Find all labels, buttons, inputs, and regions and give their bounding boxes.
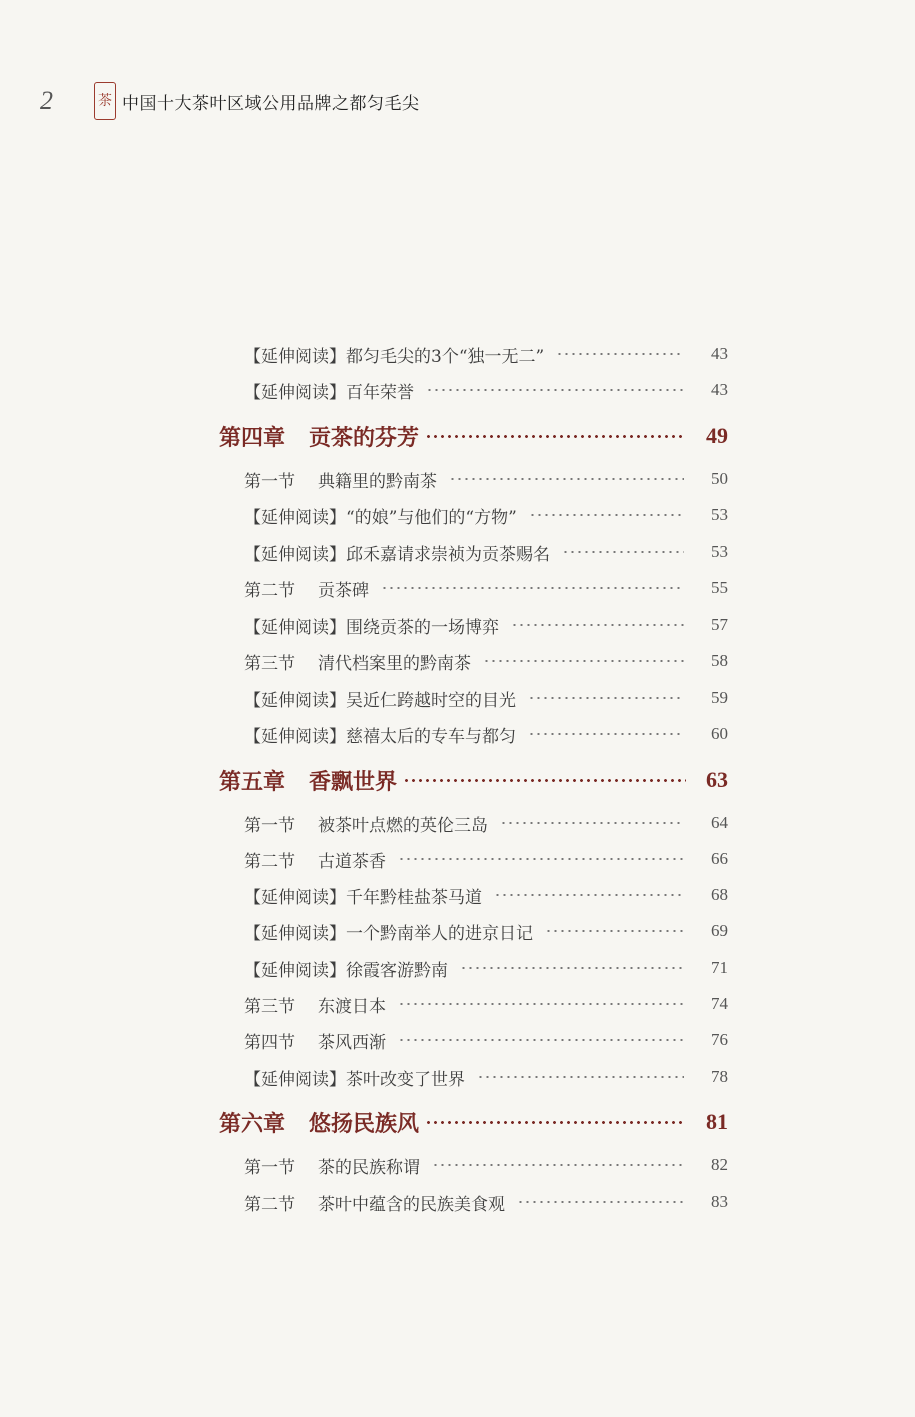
toc-chapter-entry: [219, 418, 728, 454]
entry-title: [244, 992, 386, 1017]
dot-leader: [403, 779, 686, 782]
dot-leader: [425, 1121, 686, 1124]
entry-text: 东渡日本: [318, 996, 386, 1017]
chapter-title: [219, 765, 397, 796]
entry-text: 【延伸阅读】邱禾嘉请求崇祯为贡茶赐名: [244, 544, 550, 565]
section-number: 第一节: [244, 471, 295, 492]
entry-title: [244, 613, 499, 638]
page-ref: 83: [711, 1192, 728, 1211]
toc-entry: [244, 646, 728, 676]
page-ref: 59: [711, 688, 728, 707]
entry-title: [244, 722, 516, 747]
dot-leader: [449, 478, 684, 480]
page-ref: 53: [711, 542, 728, 561]
entry-text: 古道茶香: [318, 851, 386, 872]
page-ref: 68: [711, 885, 728, 904]
page-ref: 63: [706, 767, 728, 792]
entry-text: 【延伸阅读】围绕贡茶的一场博弈: [244, 617, 499, 638]
toc-entry: [244, 808, 728, 838]
page-ref: 58: [711, 651, 728, 670]
entry-title: [244, 378, 414, 403]
dot-leader: [528, 697, 684, 699]
dot-leader: [425, 435, 686, 438]
toc-entry: [244, 537, 728, 567]
toc-entry: [244, 1187, 728, 1217]
dot-leader: [528, 733, 684, 735]
dot-leader: [477, 1076, 684, 1078]
page-ref: 53: [711, 505, 728, 524]
dot-leader: [483, 660, 684, 662]
entry-text: 典籍里的黔南茶: [318, 471, 437, 492]
section-number: 第四节: [244, 1032, 295, 1053]
entry-text: 茶风西渐: [318, 1032, 386, 1053]
page-ref: 64: [711, 813, 728, 832]
entry-text: 【延伸阅读】都匀毛尖的3个“独一无二”: [244, 346, 545, 367]
toc-entry: [244, 1150, 728, 1180]
dot-leader: [562, 551, 684, 553]
page-ref: 74: [711, 994, 728, 1013]
entry-title: [244, 1028, 386, 1053]
toc-entry: [244, 610, 728, 640]
dot-leader: [398, 858, 684, 860]
page-number: 2: [40, 86, 53, 115]
dot-leader: [460, 967, 684, 969]
page-ref: 81: [706, 1109, 728, 1134]
running-header: [40, 82, 420, 120]
toc-entry: [244, 880, 728, 910]
section-number: 第二节: [244, 1194, 295, 1215]
dot-leader: [398, 1039, 684, 1041]
entry-text: 茶叶中蕴含的民族美食观: [318, 1194, 505, 1215]
entry-text: 【延伸阅读】百年荣誉: [244, 382, 414, 403]
page-ref: 60: [711, 724, 728, 743]
dot-leader: [381, 587, 684, 589]
entry-title: [244, 576, 369, 601]
toc-chapter-entry: [219, 1104, 728, 1140]
toc-entry: [244, 989, 728, 1019]
dot-leader: [545, 930, 684, 932]
entry-title: [244, 686, 516, 711]
book-title: 中国十大茶叶区域公用品牌之都匀毛尖: [122, 93, 420, 114]
entry-title: [244, 503, 517, 528]
page-ref: 76: [711, 1030, 728, 1049]
entry-text: 茶的民族称谓: [318, 1157, 420, 1178]
entry-title: [244, 919, 533, 944]
page-ref: 66: [711, 849, 728, 868]
chapter-number: 第四章: [219, 424, 286, 451]
section-number: 第一节: [244, 815, 295, 836]
page-ref: 57: [711, 615, 728, 634]
entry-text: 【延伸阅读】慈禧太后的专车与都匀: [244, 726, 516, 747]
page-ref: 78: [711, 1067, 728, 1086]
toc-entry: [244, 1025, 728, 1055]
entry-title: [244, 1065, 465, 1090]
toc-entry: [244, 683, 728, 713]
seal-logo-icon: 茶: [94, 82, 116, 120]
entry-text: 【延伸阅读】吴近仁跨越时空的目光: [244, 690, 516, 711]
dot-leader: [517, 1201, 684, 1203]
toc-entry: [244, 1062, 728, 1092]
entry-text: 【延伸阅读】一个黔南举人的进京日记: [244, 923, 533, 944]
dot-leader: [511, 624, 684, 626]
page-ref: 50: [711, 469, 728, 488]
entry-text: 清代档案里的黔南茶: [318, 653, 471, 674]
toc-entry: [244, 339, 728, 369]
page-ref: 43: [711, 380, 728, 399]
dot-leader: [426, 389, 684, 391]
entry-text: 悠扬民族风: [309, 1110, 420, 1137]
dot-leader: [529, 514, 684, 516]
section-number: 第三节: [244, 996, 295, 1017]
entry-title: [244, 649, 471, 674]
page-ref: 71: [711, 958, 728, 977]
entry-title: [244, 1153, 420, 1178]
section-number: 第二节: [244, 851, 295, 872]
entry-title: [244, 342, 544, 367]
toc-entry: [244, 375, 728, 405]
page-ref: 69: [711, 921, 728, 940]
entry-title: [244, 1190, 505, 1215]
entry-text: 香飘世界: [309, 768, 398, 795]
entry-text: 贡茶碑: [318, 580, 369, 601]
entry-text: 【延伸阅读】千年黔桂盐茶马道: [244, 887, 482, 908]
entry-title: [244, 847, 386, 872]
entry-title: [244, 956, 448, 981]
dot-leader: [494, 894, 684, 896]
toc-entry: [244, 464, 728, 494]
page-ref: 43: [711, 344, 728, 363]
dot-leader: [500, 822, 684, 824]
dot-leader: [556, 353, 684, 355]
chapter-number: 第五章: [219, 768, 286, 795]
toc-entry: [244, 500, 728, 530]
toc-entry: [244, 573, 728, 603]
dot-leader: [432, 1164, 684, 1166]
entry-text: 贡茶的芬芳: [309, 424, 420, 451]
dot-leader: [398, 1003, 684, 1005]
page-ref: 49: [706, 423, 728, 448]
entry-title: [244, 540, 550, 565]
entry-text: 【延伸阅读】徐霞客游黔南: [244, 960, 448, 981]
toc-entry: [244, 719, 728, 749]
section-number: 第二节: [244, 580, 295, 601]
page-ref: 55: [711, 578, 728, 597]
entry-title: [244, 811, 488, 836]
entry-title: [244, 467, 437, 492]
toc-entry: [244, 953, 728, 983]
section-number: 第三节: [244, 653, 295, 674]
toc-chapter-entry: [219, 762, 728, 798]
toc-entry: [244, 916, 728, 946]
section-number: 第一节: [244, 1157, 295, 1178]
chapter-title: [219, 421, 419, 452]
toc-entry: [244, 844, 728, 874]
chapter-number: 第六章: [219, 1110, 286, 1137]
chapter-title: [219, 1107, 419, 1138]
entry-text: 【延伸阅读】茶叶改变了世界: [244, 1069, 465, 1090]
entry-text: 被茶叶点燃的英伦三岛: [318, 815, 488, 836]
entry-title: [244, 883, 482, 908]
page-ref: 82: [711, 1155, 728, 1174]
entry-text: 【延伸阅读】“的娘”与他们的“方物”: [244, 507, 517, 528]
